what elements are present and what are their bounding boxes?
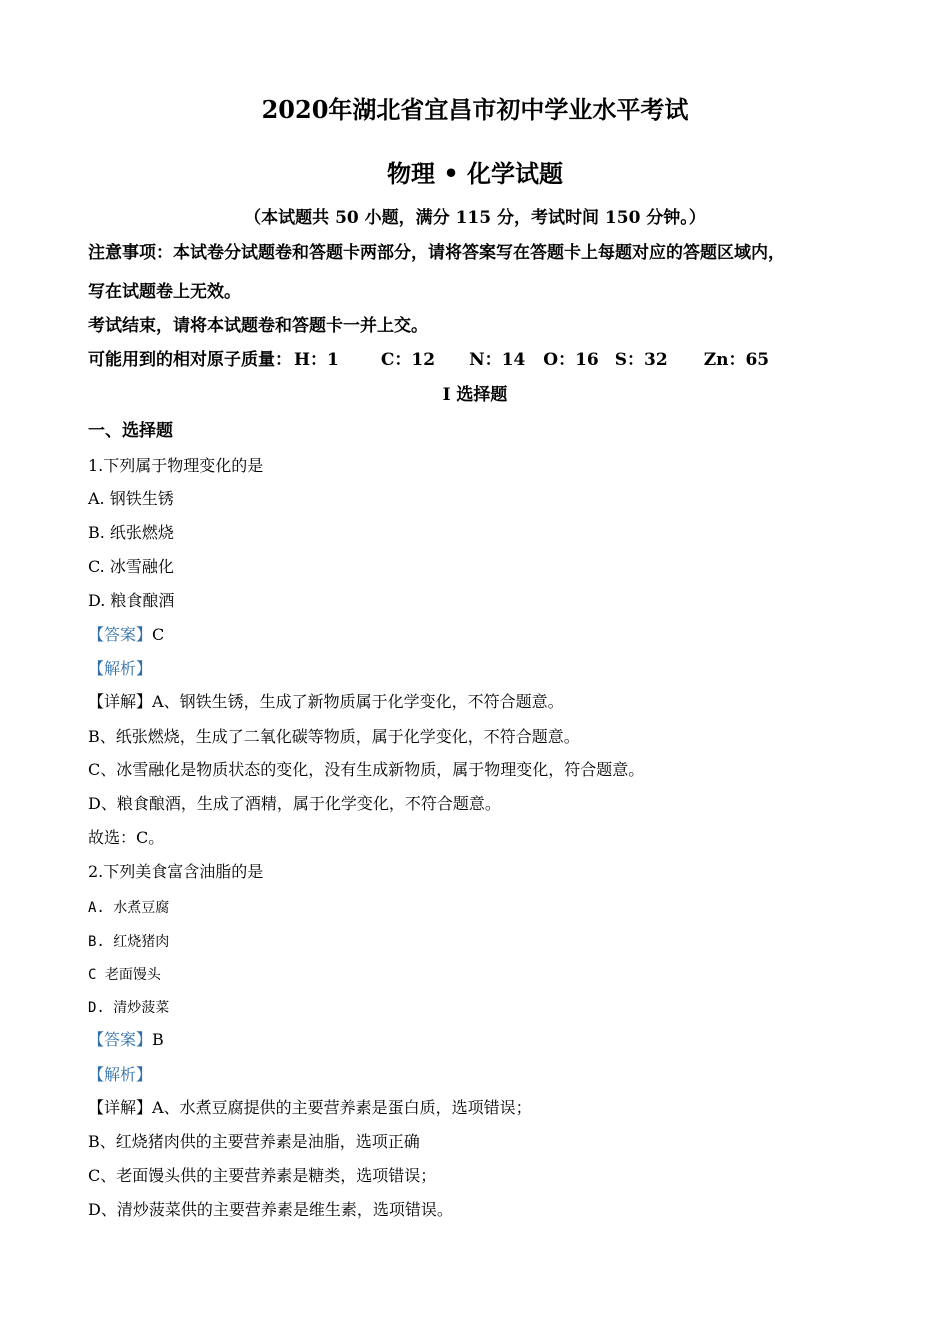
mass-c: C：12 bbox=[380, 350, 436, 370]
question-1-option-d: D. 粮食酿酒 bbox=[88, 591, 175, 610]
exam-title: 2020年湖北省宜昌市初中学业水平考试 bbox=[261, 95, 689, 124]
mass-s: S：32 bbox=[614, 350, 668, 370]
atomic-masses bbox=[88, 350, 890, 370]
answer-value: B bbox=[152, 1030, 164, 1049]
question-1-option-b: B. 纸张燃烧 bbox=[88, 523, 174, 542]
question-1-stem: 1.下列属于物理变化的是 bbox=[88, 456, 264, 475]
question-1-detail-b: B、纸张燃烧，生成了二氧化碳等物质，属于化学变化，不符合题意。 bbox=[88, 727, 580, 746]
question-2-answer bbox=[88, 1030, 890, 1050]
answer-tag: 【答案】 bbox=[88, 625, 153, 644]
question-2-detail-c: C、老面馒头供的主要营养素是糖类，选项错误； bbox=[88, 1166, 437, 1185]
question-2-analysis-tag: 【解析】 bbox=[88, 1065, 153, 1084]
notice-line-3: 考试结束，请将本试题卷和答题卡一并上交。 bbox=[88, 316, 428, 336]
question-2-option-b: B. 红烧猪肉 bbox=[88, 934, 170, 950]
mass-o: O：16 bbox=[543, 350, 599, 370]
part-title: I 选择题 bbox=[442, 385, 508, 405]
detail-tag: 【详解】 bbox=[88, 1098, 153, 1117]
question-1-option-a: A. 钢铁生锈 bbox=[88, 489, 174, 508]
exam-scope: （本试题共 50 小题，满分 115 分，考试时间 150 分钟。） bbox=[244, 208, 706, 228]
question-2-option-c: C 老面馒头 bbox=[88, 967, 161, 983]
exam-subtitle: 物理 • 化学试题 bbox=[386, 159, 564, 188]
question-2-detail-a bbox=[88, 1098, 890, 1118]
atomic-masses-label: 可能用到的相对原子质量： bbox=[88, 350, 292, 370]
answer-value: C bbox=[152, 625, 165, 644]
detail-text: A、钢铁生锈，生成了新物质属于化学变化，不符合题意。 bbox=[152, 692, 564, 711]
question-1-detail-c: C、冰雪融化是物质状态的变化，没有生成新物质，属于物理变化，符合题意。 bbox=[88, 760, 645, 779]
notice-line-2: 写在试题卷上无效。 bbox=[88, 282, 241, 302]
question-2-option-d: D. 清炒菠菜 bbox=[88, 1000, 170, 1016]
question-1-detail-d: D、粮食酿酒，生成了酒精，属于化学变化，不符合题意。 bbox=[88, 794, 501, 813]
mass-n: N：14 bbox=[469, 350, 526, 370]
section-heading: 一、选择题 bbox=[88, 421, 173, 441]
question-2-detail-b: B、红烧猪肉供的主要营养素是油脂，选项正确 bbox=[88, 1132, 420, 1151]
question-1-analysis-tag: 【解析】 bbox=[88, 659, 153, 678]
detail-tag: 【详解】 bbox=[88, 692, 153, 711]
question-2-stem: 2.下列美食富含油脂的是 bbox=[88, 862, 264, 881]
detail-text: A、水煮豆腐提供的主要营养素是蛋白质，选项错误； bbox=[152, 1098, 532, 1117]
question-1-detail-a bbox=[88, 692, 890, 712]
mass-h: H：1 bbox=[294, 350, 339, 370]
question-2-detail-d: D、清炒菠菜供的主要营养素是维生素，选项错误。 bbox=[88, 1200, 453, 1219]
mass-zn: Zn：65 bbox=[703, 350, 770, 370]
question-1-option-c: C. 冰雪融化 bbox=[88, 557, 174, 576]
question-1-answer bbox=[88, 625, 890, 645]
question-2-option-a: A. 水煮豆腐 bbox=[88, 900, 170, 916]
notice-line-1: 注意事项：本试卷分试题卷和答题卡两部分，请将答案写在答题卡上每题对应的答题区域内， bbox=[88, 243, 785, 263]
question-1-conclusion: 故选：C。 bbox=[88, 828, 165, 847]
answer-tag: 【答案】 bbox=[88, 1030, 153, 1049]
